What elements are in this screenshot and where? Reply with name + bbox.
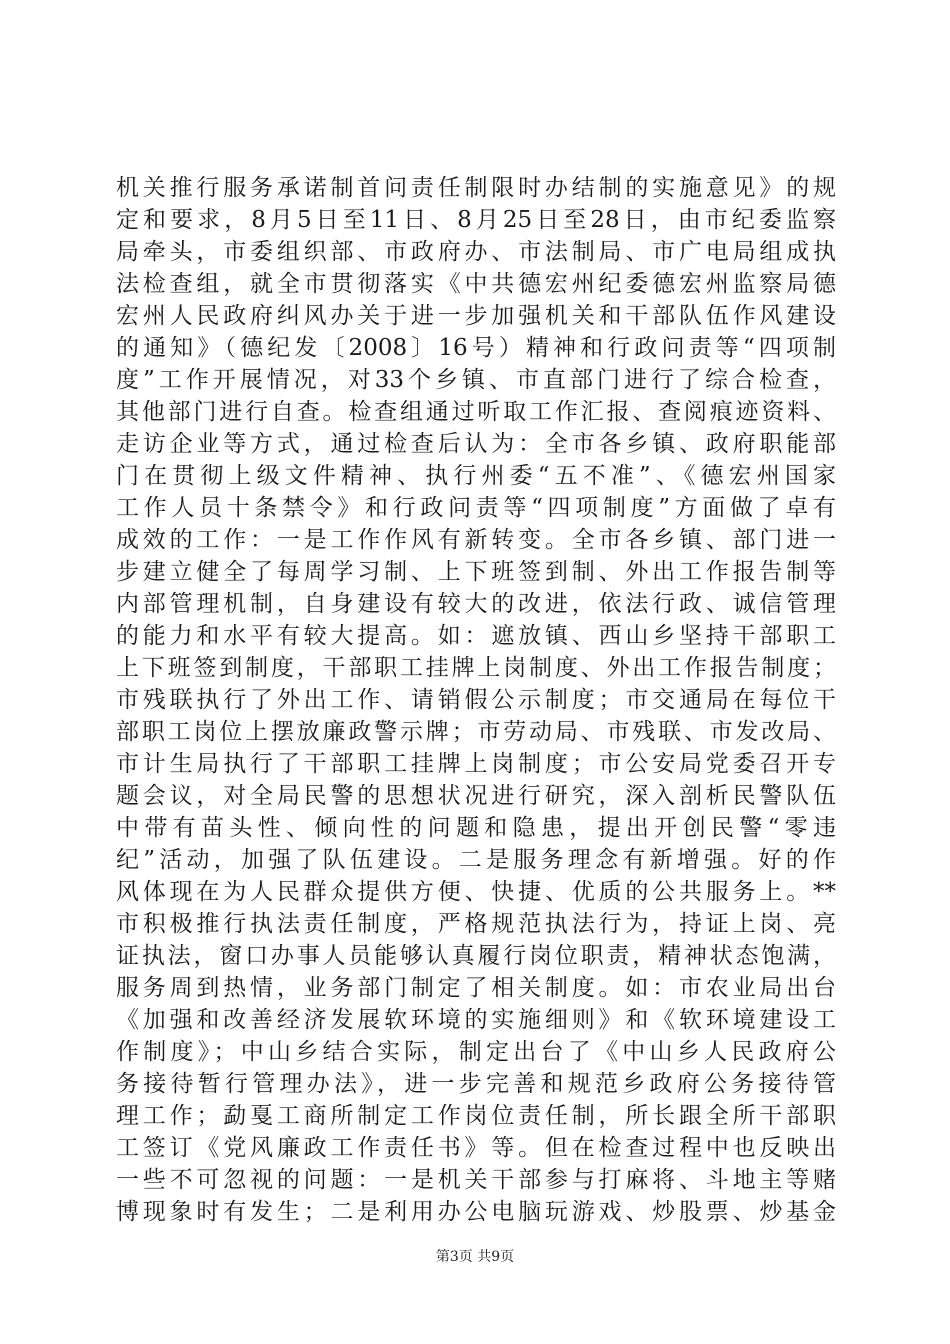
text-line: 法检查组，就全市贯彻落实《中共德宏州纪委德宏州监察局德 — [116, 271, 836, 297]
text-line: 《加强和改善经济发展软环境的实施细则》和《软环境建设工 — [116, 1007, 836, 1033]
text-line: 内部管理机制，自身建设有较大的改进，依法行政、诚信管理 — [116, 591, 836, 617]
body-text — [116, 172, 836, 1228]
text-line: 步建立健全了每周学习制、上下班签到制、外出工作报告制等 — [116, 559, 836, 585]
text-line: 博现象时有发生；二是利用办公电脑玩游戏、炒股票、炒基金 — [116, 1199, 836, 1225]
text-line: 定和要求，8月5日至11日、8月25日至28日，由市纪委监察 — [116, 207, 836, 233]
text-line: 理工作；勐戛工商所制定工作岗位责任制，所长跟全所干部职 — [116, 1103, 836, 1129]
text-line: 度”工作开展情况，对33个乡镇、市直部门进行了综合检查， — [116, 367, 836, 393]
text-line: 务接待暂行管理办法》，进一步完善和规范乡政府公务接待管 — [116, 1071, 836, 1097]
text-line: 门在贯彻上级文件精神、执行州委“五不准”、《德宏州国家 — [116, 463, 836, 489]
text-line: 中带有苗头性、倾向性的问题和隐患，提出开创民警“零违 — [116, 815, 836, 841]
text-line: 市残联执行了外出工作、请销假公示制度；市交通局在每位干 — [116, 687, 836, 713]
text-line: 走访企业等方式，通过检查后认为：全市各乡镇、政府职能部 — [116, 431, 836, 457]
text-line: 一些不可忽视的问题：一是机关干部参与打麻将、斗地主等赌 — [116, 1167, 836, 1193]
text-line: 服务周到热情，业务部门制定了相关制度。如：市农业局出台 — [116, 975, 836, 1001]
text-line: 作制度》；中山乡结合实际，制定出台了《中山乡人民政府公 — [116, 1039, 836, 1065]
text-line: 部职工岗位上摆放廉政警示牌；市劳动局、市残联、市发改局、 — [116, 719, 836, 745]
page-number-footer: 第3页 共9页 — [435, 1249, 515, 1265]
text-line: 市积极推行执法责任制度，严格规范执法行为，持证上岗、亮 — [116, 911, 836, 937]
text-line: 纪”活动，加强了队伍建设。二是服务理念有新增强。好的作 — [116, 847, 836, 873]
text-line: 的能力和水平有较大提高。如：遮放镇、西山乡坚持干部职工 — [116, 623, 836, 649]
text-line: 市计生局执行了干部职工挂牌上岗制度；市公安局党委召开专 — [116, 751, 836, 777]
text-line: 宏州人民政府纠风办关于进一步加强机关和干部队伍作风建设 — [116, 303, 836, 329]
text-line: 工作人员十条禁令》和行政问责等“四项制度”方面做了卓有 — [116, 495, 836, 521]
text-line: 其他部门进行自查。检查组通过听取工作汇报、查阅痕迹资料、 — [116, 399, 836, 425]
text-line: 局牵头，市委组织部、市政府办、市法制局、市广电局组成执 — [116, 239, 836, 265]
text-line: 题会议，对全局民警的思想状况进行研究，深入剖析民警队伍 — [116, 783, 836, 809]
text-line: 上下班签到制度，干部职工挂牌上岗制度、外出工作报告制度； — [116, 655, 836, 681]
text-line: 成效的工作：一是工作作风有新转变。全市各乡镇、部门进一 — [116, 527, 836, 553]
text-line: 工签订《党风廉政工作责任书》等。但在检查过程中也反映出 — [116, 1135, 836, 1161]
text-line: 风体现在为人民群众提供方便、快捷、优质的公共服务上。** — [116, 879, 836, 905]
text-line: 机关推行服务承诺制首问责任制限时办结制的实施意见》的规 — [116, 175, 836, 201]
text-line: 证执法，窗口办事人员能够认真履行岗位职责，精神状态饱满， — [116, 943, 836, 969]
text-line: 的通知》（德纪发〔2008〕16号）精神和行政问责等“四项制 — [116, 335, 836, 361]
